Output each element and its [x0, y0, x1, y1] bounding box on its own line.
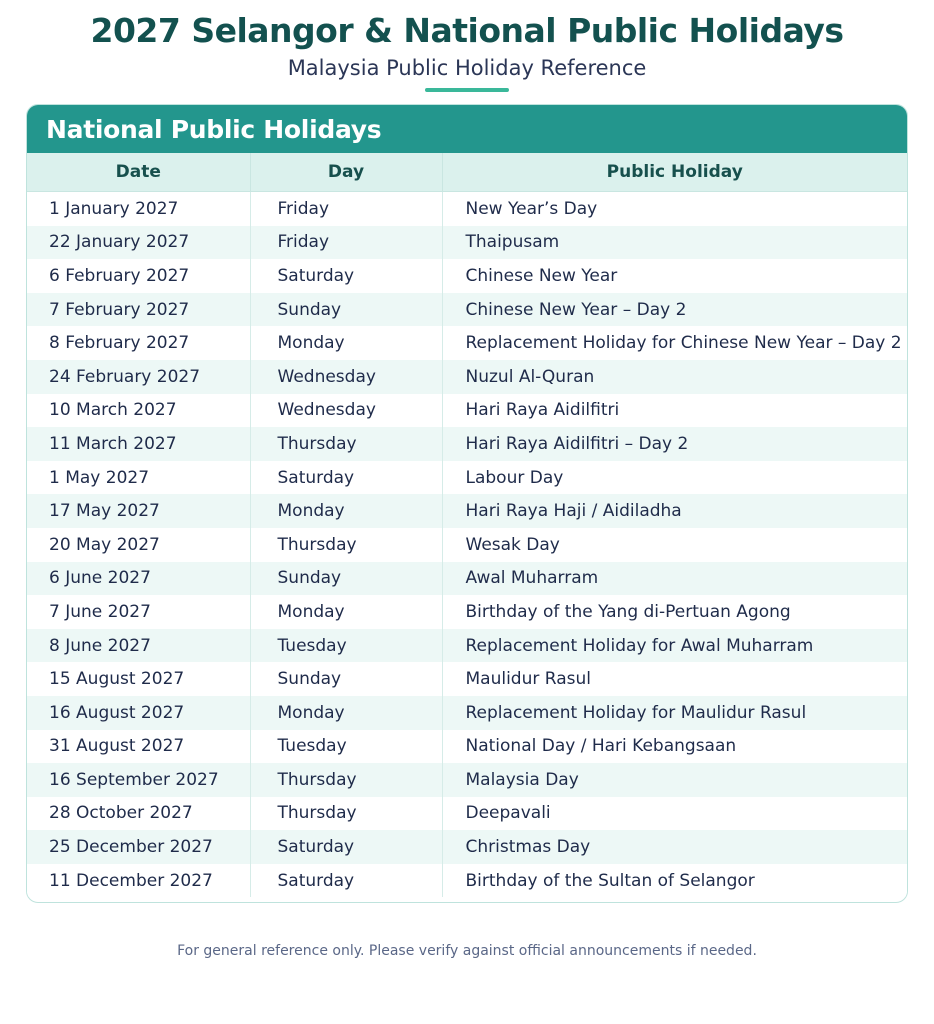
cell-date: 22 January 2027 — [27, 226, 250, 260]
cell-holiday: Hari Raya Aidilfitri — [442, 394, 907, 428]
column-header-date: Date — [27, 153, 250, 192]
cell-holiday: Nuzul Al-Quran — [442, 360, 907, 394]
cell-holiday: Chinese New Year – Day 2 — [442, 293, 907, 327]
cell-date: 7 February 2027 — [27, 293, 250, 327]
cell-date: 15 August 2027 — [27, 662, 250, 696]
cell-date: 8 June 2027 — [27, 629, 250, 663]
cell-date: 16 September 2027 — [27, 763, 250, 797]
cell-day: Thursday — [250, 528, 442, 562]
footer-note: For general reference only. Please verify against official announcements if needed. — [177, 943, 757, 959]
cell-holiday: Deepavali — [442, 797, 907, 831]
cell-date: 10 March 2027 — [27, 394, 250, 428]
table-row — [27, 864, 907, 898]
column-header-day: Day — [250, 153, 442, 192]
table-row — [27, 394, 907, 428]
table-row — [27, 226, 907, 260]
table-row — [27, 730, 907, 764]
cell-holiday: Hari Raya Aidilfitri – Day 2 — [442, 427, 907, 461]
cell-holiday: Christmas Day — [442, 830, 907, 864]
table-row — [27, 494, 907, 528]
cell-holiday: National Day / Hari Kebangsaan — [442, 730, 907, 764]
cell-date: 31 August 2027 — [27, 730, 250, 764]
cell-date: 16 August 2027 — [27, 696, 250, 730]
cell-holiday: Awal Muharram — [442, 562, 907, 596]
table-row — [27, 629, 907, 663]
cell-holiday: Replacement Holiday for Chinese New Year – Day 2 — [442, 326, 907, 360]
table-row — [27, 360, 907, 394]
page-title: 2027 Selangor & National Public Holidays — [90, 11, 844, 50]
cell-day: Monday — [250, 696, 442, 730]
cell-holiday: Thaipusam — [442, 226, 907, 260]
cell-date: 25 December 2027 — [27, 830, 250, 864]
cell-holiday: Labour Day — [442, 461, 907, 495]
cell-day: Tuesday — [250, 730, 442, 764]
cell-day: Sunday — [250, 293, 442, 327]
cell-date: 24 February 2027 — [27, 360, 250, 394]
cell-holiday: New Year’s Day — [442, 192, 907, 226]
card-title: National Public Holidays — [46, 114, 382, 144]
cell-holiday: Wesak Day — [442, 528, 907, 562]
cell-day: Monday — [250, 595, 442, 629]
cell-holiday: Hari Raya Haji / Aidiladha — [442, 494, 907, 528]
cell-day: Monday — [250, 494, 442, 528]
holiday-table — [27, 153, 907, 897]
cell-day: Saturday — [250, 864, 442, 898]
cell-date: 8 February 2027 — [27, 326, 250, 360]
cell-date: 11 March 2027 — [27, 427, 250, 461]
cell-day: Friday — [250, 226, 442, 260]
cell-day: Wednesday — [250, 360, 442, 394]
cell-day: Thursday — [250, 427, 442, 461]
title-accent-divider — [425, 88, 509, 92]
cell-day: Saturday — [250, 830, 442, 864]
cell-holiday: Replacement Holiday for Maulidur Rasul — [442, 696, 907, 730]
table-header-row — [27, 153, 907, 192]
cell-day: Saturday — [250, 259, 442, 293]
table-row — [27, 595, 907, 629]
cell-day: Sunday — [250, 562, 442, 596]
table-body — [27, 192, 907, 898]
cell-holiday: Chinese New Year — [442, 259, 907, 293]
table-row — [27, 696, 907, 730]
cell-holiday: Malaysia Day — [442, 763, 907, 797]
cell-date: 28 October 2027 — [27, 797, 250, 831]
cell-day: Saturday — [250, 461, 442, 495]
table-row — [27, 326, 907, 360]
table-row — [27, 830, 907, 864]
cell-holiday: Birthday of the Yang di-Pertuan Agong — [442, 595, 907, 629]
table-row — [27, 461, 907, 495]
cell-date: 6 June 2027 — [27, 562, 250, 596]
table-row — [27, 528, 907, 562]
table-row — [27, 662, 907, 696]
cell-holiday: Birthday of the Sultan of Selangor — [442, 864, 907, 898]
table-row — [27, 562, 907, 596]
cell-day: Thursday — [250, 763, 442, 797]
column-header-holiday: Public Holiday — [442, 153, 907, 192]
table-head — [27, 153, 907, 192]
cell-date: 6 February 2027 — [27, 259, 250, 293]
card-header — [27, 105, 907, 153]
page-header — [0, 0, 934, 92]
cell-holiday: Replacement Holiday for Awal Muharram — [442, 629, 907, 663]
table-row — [27, 763, 907, 797]
cell-day: Wednesday — [250, 394, 442, 428]
cell-date: 17 May 2027 — [27, 494, 250, 528]
cell-date: 1 May 2027 — [27, 461, 250, 495]
cell-day: Monday — [250, 326, 442, 360]
table-row — [27, 427, 907, 461]
cell-date: 1 January 2027 — [27, 192, 250, 226]
cell-day: Thursday — [250, 797, 442, 831]
cell-day: Tuesday — [250, 629, 442, 663]
cell-day: Friday — [250, 192, 442, 226]
cell-holiday: Maulidur Rasul — [442, 662, 907, 696]
table-row — [27, 259, 907, 293]
cell-date: 20 May 2027 — [27, 528, 250, 562]
table-row — [27, 797, 907, 831]
holiday-card — [26, 104, 908, 903]
cell-day: Sunday — [250, 662, 442, 696]
cell-date: 7 June 2027 — [27, 595, 250, 629]
cell-date: 11 December 2027 — [27, 864, 250, 898]
page-subtitle: Malaysia Public Holiday Reference — [287, 56, 647, 80]
table-row — [27, 293, 907, 327]
table-row — [27, 192, 907, 226]
